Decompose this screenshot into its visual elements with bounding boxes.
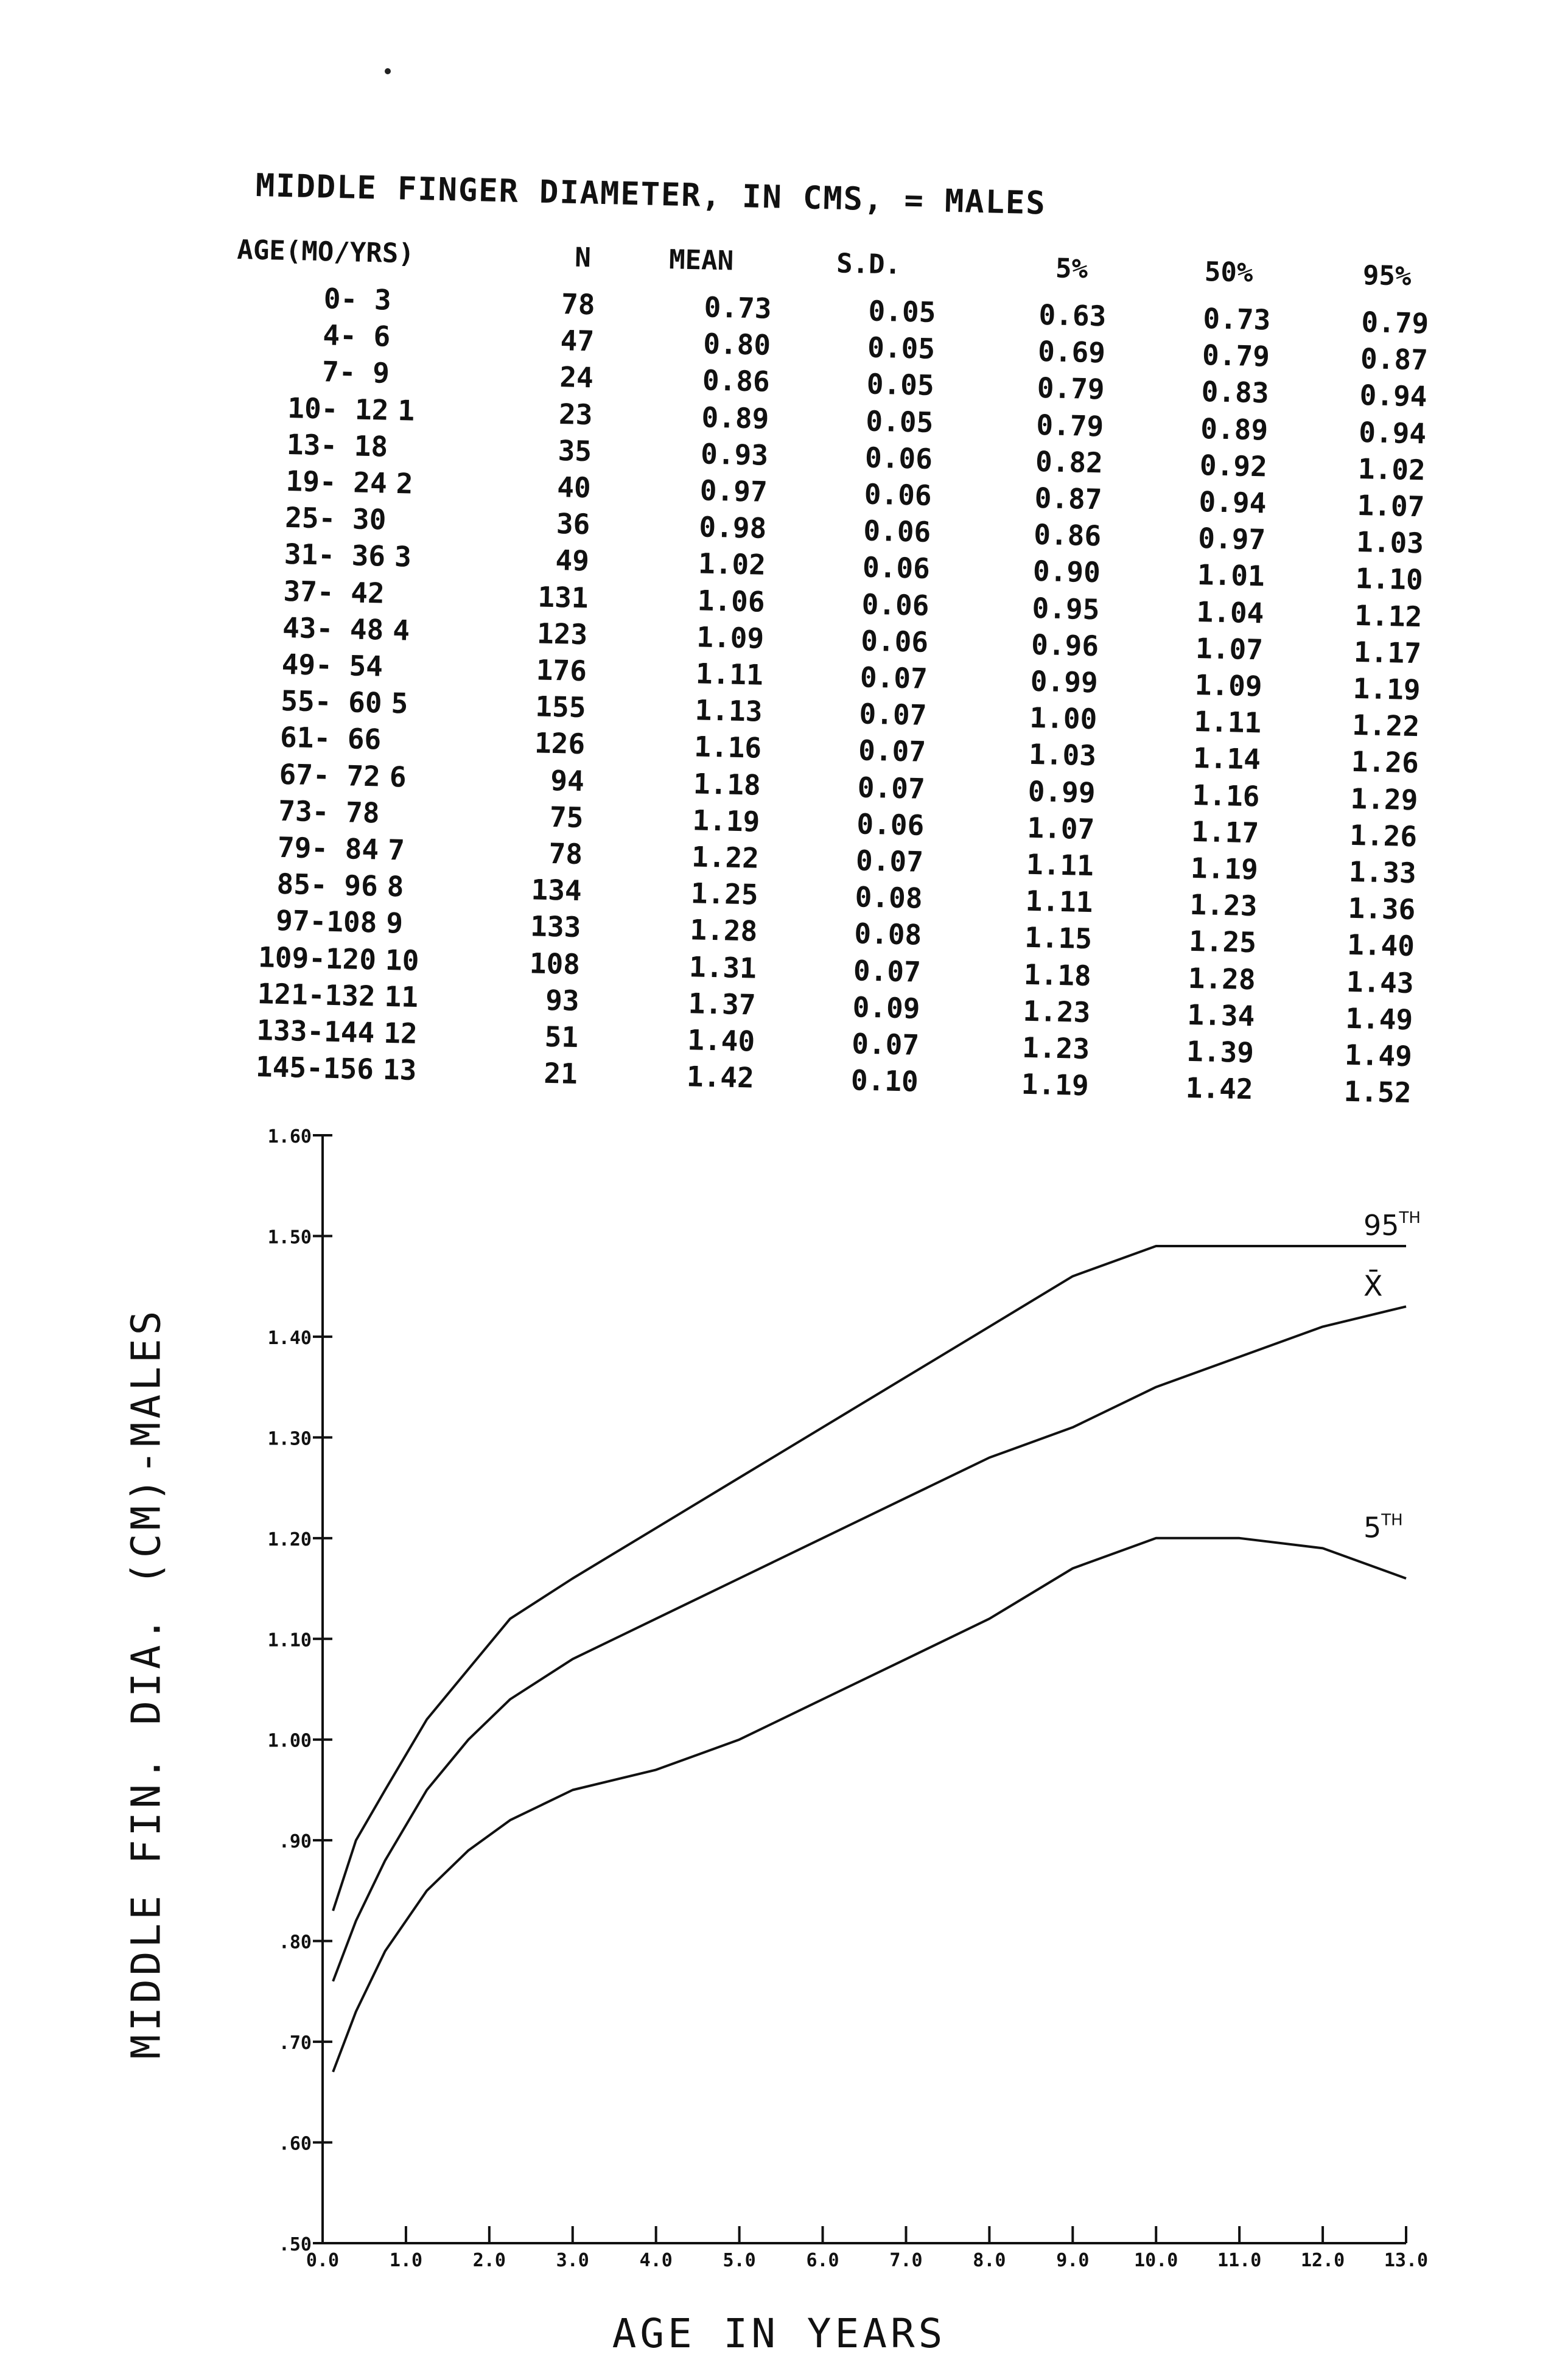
- table-cell-sd: 0.06: [864, 477, 933, 512]
- table-cell-p5: 1.11: [1025, 884, 1094, 919]
- label-95th-base: 95: [1363, 1209, 1399, 1242]
- table-cell-p5: 1.23: [1021, 1031, 1090, 1066]
- label-95th: [1363, 1209, 1421, 1242]
- table-cell-p95: 0.94: [1358, 415, 1427, 450]
- table-cell-n: 176: [536, 653, 587, 688]
- table-cell-mean: 0.80: [702, 327, 771, 362]
- table-cell-p50: 1.42: [1185, 1071, 1254, 1106]
- table-cell-sd: 0.05: [867, 331, 936, 366]
- table-cell-age: 4- 6: [322, 318, 391, 353]
- label-5th: [1363, 1511, 1403, 1544]
- table-cell-yr: 5: [390, 687, 408, 720]
- table-cell-n: 131: [537, 580, 589, 614]
- series-line-mean: [333, 1306, 1406, 1981]
- table-cell-p50: 1.09: [1194, 668, 1263, 703]
- x-tick-label: 1.0: [389, 2250, 423, 2271]
- table-cell-sd: 0.06: [861, 587, 930, 622]
- table-cell-mean: 1.28: [689, 913, 758, 948]
- table-cell-yr: 6: [389, 760, 407, 794]
- table-cell-sd: 0.05: [866, 367, 935, 402]
- table-cell-mean: 1.09: [696, 620, 765, 655]
- table-cell-p95: 1.40: [1346, 928, 1415, 963]
- table-cell-age: 25- 30: [284, 501, 387, 536]
- table-cell-sd: 0.10: [850, 1063, 919, 1098]
- table-cell-yr: [401, 284, 461, 285]
- table-cell-mean: 1.11: [695, 657, 764, 692]
- table-cell-p5: 0.63: [1038, 298, 1107, 333]
- table-cell-p5: 0.69: [1037, 335, 1106, 369]
- table-cell-p50: 1.34: [1186, 998, 1255, 1033]
- x-tick-label: 5.0: [723, 2250, 756, 2271]
- table-cell-p5: 1.23: [1023, 994, 1091, 1029]
- table-cell-mean: 0.73: [704, 290, 772, 325]
- table-cell-sd: 0.07: [858, 734, 926, 769]
- table-cell-yr: 7: [387, 833, 405, 867]
- table-cell-p95: 0.94: [1359, 379, 1428, 413]
- table-cell-mean: 0.93: [700, 437, 769, 472]
- table-cell-sd: 0.08: [855, 880, 923, 915]
- table-cell-p5: 0.87: [1034, 481, 1103, 516]
- table-cell-p95: 0.87: [1360, 342, 1429, 377]
- table-cell-yr: 11: [384, 979, 419, 1014]
- table-cell-p5: 1.11: [1026, 847, 1094, 883]
- table-cell-n: 47: [560, 324, 595, 358]
- y-tick-label: 1.20: [267, 1529, 312, 1550]
- table-cell-n: 123: [536, 617, 588, 651]
- header-age: AGE(MO/YRS): [236, 234, 415, 270]
- table-cell-n: 126: [534, 726, 586, 761]
- growth-chart: [0, 1108, 1568, 2325]
- table-cell-age: 37- 42: [282, 574, 385, 610]
- y-tick-label: 1.40: [267, 1327, 312, 1349]
- table-cell-n: 78: [548, 836, 583, 871]
- table-cell-p95: 1.43: [1346, 965, 1415, 1000]
- x-tick-label: 0.0: [306, 2250, 340, 2271]
- table-cell-p95: 1.03: [1356, 525, 1424, 560]
- x-tick-label: 6.0: [806, 2250, 839, 2271]
- table-cell-sd: 0.07: [859, 660, 928, 695]
- table-cell-sd: 0.07: [853, 953, 922, 989]
- table-cell-n: 93: [545, 983, 580, 1017]
- table-cell-mean: 1.16: [693, 730, 762, 765]
- table-cell-age: 85- 96: [276, 867, 379, 903]
- table-cell-p5: 0.90: [1032, 555, 1101, 589]
- y-tick-label: .70: [278, 2033, 312, 2054]
- table-cell-mean: 1.25: [690, 877, 759, 911]
- table-cell-age: 10- 12: [287, 391, 390, 427]
- table-cell-n: 24: [559, 360, 594, 394]
- series-line-5th: [333, 1538, 1406, 2072]
- table-cell-sd: 0.07: [855, 844, 924, 878]
- table-cell-yr: 9: [385, 906, 404, 940]
- y-tick-label: 1.50: [267, 1227, 312, 1249]
- table-cell-p95: 1.10: [1355, 562, 1424, 597]
- table-cell-mean: 1.13: [695, 693, 763, 728]
- table-cell-sd: 0.08: [853, 917, 922, 952]
- table-cell-mean: 1.37: [688, 986, 757, 1021]
- table-cell-yr: 4: [392, 613, 410, 647]
- table-cell-p95: 1.02: [1357, 452, 1426, 487]
- x-tick-label: 11.0: [1217, 2250, 1262, 2271]
- table-cell-p5: 0.86: [1033, 518, 1102, 553]
- y-tick-label: 1.60: [267, 1126, 312, 1147]
- table-cell-p5: 0.82: [1035, 444, 1104, 480]
- y-tick-label: 1.30: [267, 1428, 312, 1450]
- table-cell-age: 67- 72: [279, 757, 381, 793]
- table-cell-age: 73- 78: [278, 794, 380, 830]
- table-cell-p95: 0.79: [1360, 305, 1429, 340]
- table-cell-mean: 1.22: [691, 840, 760, 875]
- table-cell-n: 155: [534, 690, 587, 724]
- table-cell-mean: 1.42: [686, 1060, 755, 1094]
- table-cell-yr: 2: [396, 467, 414, 500]
- y-tick-label: .50: [278, 2234, 312, 2255]
- table-cell-age: 7- 9: [321, 355, 390, 390]
- x-tick-label: 2.0: [472, 2250, 506, 2271]
- table-cell-sd: 0.07: [851, 1027, 920, 1062]
- table-cell-p95: 1.49: [1345, 1001, 1413, 1036]
- y-axis-label: MIDDLE FIN. DIA. (CM)-MALES: [122, 1307, 170, 2059]
- table-cell-p5: 1.00: [1029, 701, 1097, 736]
- table-cell-p5: 1.07: [1026, 811, 1095, 846]
- table-cell-age: 55- 60: [280, 684, 383, 720]
- table-cell-p95: 1.49: [1344, 1038, 1413, 1073]
- table-cell-sd: 0.07: [859, 697, 927, 732]
- table-cell-n: 94: [550, 763, 585, 797]
- table-cell-age: 133-144: [256, 1014, 375, 1049]
- table-cell-p95: 1.19: [1353, 671, 1421, 707]
- stray-dot-mark: [385, 68, 391, 74]
- table-cell-mean: 1.40: [687, 1023, 755, 1058]
- table-cell-n: 78: [561, 287, 596, 321]
- table-cell-mean: 0.98: [698, 510, 767, 545]
- label-95th-sup: TH: [1399, 1209, 1421, 1227]
- x-tick-label: 10.0: [1134, 2250, 1178, 2271]
- header-mean: MEAN: [668, 244, 734, 277]
- y-tick-label: 1.10: [267, 1630, 312, 1651]
- table-cell-mean: 0.86: [702, 363, 771, 399]
- table-cell-p50: 1.17: [1191, 814, 1259, 850]
- table-cell-p95: 1.29: [1350, 782, 1419, 816]
- label-mean: [1363, 1269, 1383, 1302]
- table-cell-sd: 0.05: [865, 404, 934, 439]
- x-tick-label: 12.0: [1300, 2250, 1345, 2271]
- table-cell-sd: 0.06: [864, 441, 933, 475]
- table-cell-n: 36: [556, 507, 590, 541]
- table-cell-sd: 0.06: [856, 807, 925, 842]
- table-cell-p95: 1.17: [1353, 635, 1422, 670]
- table-cell-sd: 0.05: [868, 294, 937, 329]
- table-cell-mean: 1.19: [691, 804, 760, 838]
- table-cell-p50: 0.79: [1202, 338, 1270, 373]
- table-cell-p5: 1.18: [1023, 958, 1092, 992]
- y-tick-label: .60: [278, 2133, 312, 2155]
- table-cell-n: 134: [530, 873, 583, 908]
- table-cell-p5: 0.99: [1030, 664, 1099, 699]
- table-cell-age: 19- 24: [285, 464, 388, 500]
- table-cell-p5: 0.79: [1037, 371, 1105, 406]
- table-cell-p50: 1.25: [1188, 925, 1257, 959]
- table-cell-p95: 1.26: [1349, 818, 1418, 853]
- table-cell-age: 31- 36: [284, 538, 386, 573]
- table-cell-p5: 1.03: [1028, 738, 1097, 772]
- header-sd: S.D.: [836, 248, 901, 281]
- table-cell-p50: 1.14: [1192, 741, 1261, 776]
- table-cell-p50: 1.23: [1189, 888, 1258, 923]
- table-cell-p5: 0.95: [1032, 591, 1101, 626]
- table-cell-n: 40: [556, 471, 592, 505]
- table-cell-age: 121-132: [257, 976, 376, 1013]
- table-cell-age: 43- 48: [282, 611, 384, 646]
- x-tick-label: 3.0: [556, 2250, 589, 2271]
- table-cell-p50: 0.89: [1200, 412, 1269, 447]
- table-cell-age: 61- 66: [279, 721, 382, 756]
- table-cell-p50: 1.04: [1195, 595, 1264, 630]
- table-cell-p50: 1.07: [1195, 631, 1264, 667]
- table-cell-n: 21: [543, 1056, 578, 1091]
- label-5th-sup: TH: [1381, 1511, 1403, 1530]
- y-tick-label: .90: [278, 1831, 312, 1853]
- x-axis-label: AGE IN YEARS: [612, 2310, 947, 2357]
- table-cell-age: 0- 3: [323, 282, 392, 317]
- table-cell-p50: 0.97: [1197, 522, 1266, 556]
- table-cell-age: 109-120: [257, 940, 377, 976]
- x-tick-label: 13.0: [1384, 2250, 1429, 2271]
- table-cell-mean: 1.06: [697, 583, 766, 618]
- table-cell-yr: 1: [397, 393, 415, 427]
- header-n: N: [574, 242, 592, 274]
- x-tick-label: 9.0: [1056, 2250, 1090, 2271]
- table-cell-p95: 1.36: [1347, 891, 1416, 926]
- table-cell-age: 97-108: [275, 904, 378, 939]
- table-cell-yr: 3: [394, 540, 412, 574]
- table-cell-sd: 0.06: [862, 550, 931, 586]
- table-cell-yr: 12: [383, 1016, 418, 1051]
- table-cell-p95: 1.33: [1348, 855, 1417, 890]
- table-cell-p50: 0.94: [1199, 485, 1267, 520]
- table-cell-p50: 0.83: [1201, 375, 1270, 410]
- table-cell-sd: 0.06: [860, 624, 929, 659]
- table-cell-p50: 1.28: [1188, 961, 1256, 996]
- table-cell-n: 133: [530, 909, 581, 944]
- table-cell-p50: 1.39: [1186, 1034, 1255, 1070]
- table-cell-sd: 0.06: [863, 514, 931, 549]
- table-cell-p5: 0.99: [1027, 774, 1096, 809]
- header-p5: 5%: [1055, 253, 1088, 285]
- series-line-95th: [333, 1246, 1406, 1911]
- data-table: [217, 234, 1430, 1144]
- table-cell-yr: 13: [382, 1052, 417, 1087]
- table-cell-yr: 10: [385, 943, 420, 977]
- table-cell-p50: 0.92: [1199, 448, 1268, 483]
- table-cell-mean: 0.89: [701, 400, 769, 435]
- table-cell-p50: 1.01: [1197, 558, 1265, 593]
- y-tick-label: 1.00: [267, 1730, 312, 1752]
- table-cell-p5: 0.79: [1035, 408, 1104, 443]
- x-tick-label: 4.0: [639, 2250, 673, 2271]
- table-cell-n: 75: [549, 800, 584, 834]
- table-cell-p5: 1.15: [1024, 921, 1093, 956]
- table-cell-mean: 1.02: [698, 547, 766, 582]
- table-cell-age: 49- 54: [281, 647, 383, 683]
- table-cell-p50: 1.19: [1190, 851, 1259, 886]
- table-cell-age: 13- 18: [286, 427, 388, 463]
- table-cell-sd: 0.09: [852, 990, 921, 1025]
- table-cell-mean: 0.97: [699, 474, 768, 508]
- label-5th-base: 5: [1363, 1511, 1382, 1544]
- table-cell-p50: 1.11: [1193, 705, 1262, 740]
- table-cell-age: 145-156: [255, 1050, 374, 1086]
- label-mean-base: X̄: [1363, 1269, 1383, 1303]
- x-tick-label: 7.0: [889, 2250, 923, 2271]
- y-tick-label: .80: [278, 1931, 312, 1953]
- table-cell-age: 79- 84: [277, 830, 379, 866]
- table-cell-n: 23: [558, 397, 593, 431]
- table-cell-p95: 1.07: [1356, 488, 1425, 524]
- table-cell-n: 35: [558, 433, 592, 468]
- table-cell-p95: 1.26: [1351, 745, 1419, 780]
- table-cell-p50: 0.73: [1202, 302, 1271, 337]
- table-cell-n: 51: [544, 1020, 579, 1054]
- table-cell-n: 108: [529, 946, 581, 981]
- x-tick-label: 8.0: [973, 2250, 1006, 2271]
- table-cell-p95: 1.52: [1343, 1074, 1412, 1110]
- table-cell-p5: 0.96: [1031, 628, 1099, 663]
- table-cell-p5: 1.19: [1021, 1067, 1090, 1102]
- table-cell-sd: 0.07: [857, 770, 926, 805]
- table-cell-yr: 8: [387, 870, 405, 903]
- table-cell-p95: 1.12: [1354, 598, 1423, 633]
- table-cell-p50: 1.16: [1192, 778, 1261, 813]
- table-title: MIDDLE FINGER DIAMETER, IN CMS, = MALES: [255, 167, 1047, 222]
- table-cell-mean: 1.18: [693, 766, 761, 802]
- header-p50: 50%: [1204, 256, 1254, 289]
- table-cell-n: 49: [555, 544, 590, 578]
- header-p95: 95%: [1362, 259, 1412, 292]
- table-cell-p95: 1.22: [1351, 708, 1420, 743]
- table-cell-mean: 1.31: [688, 950, 757, 985]
